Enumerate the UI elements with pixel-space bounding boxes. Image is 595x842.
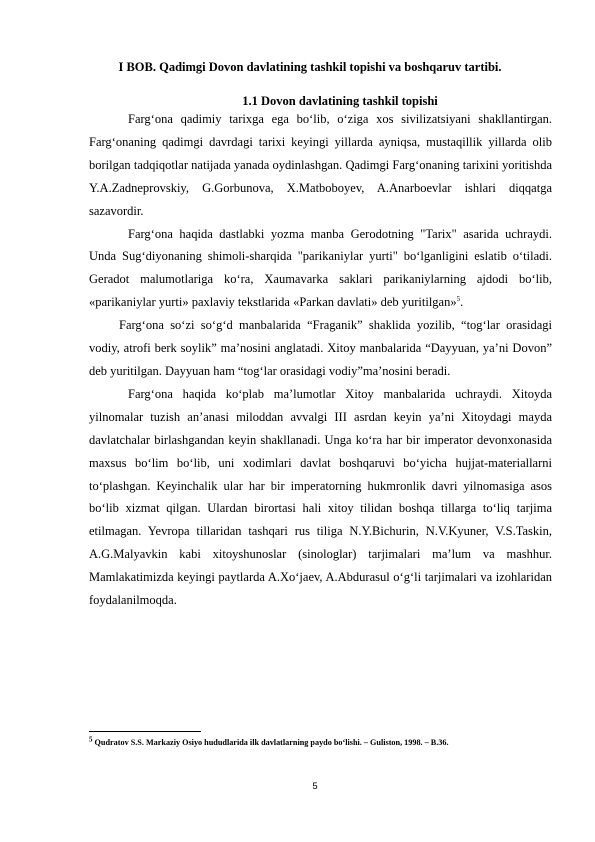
paragraph-2-text: Farg‘ona haqida dastlabki yozma manba Gerodotning "Tarix" asarida uchraydi. Unda Sug‘diyonaning shimoli-sharqida "parikaniylar yurti" bo‘lganligini eslatib o‘tiladi. Geradot malumotlariga ko‘ra, Xaumavarka saklari parikaniylarning ajdodi bo‘lib, «parikaniylar yurti» paxlaviy tekstlarida «Parkan davlati» deb yuritilgan» [89, 226, 552, 310]
paragraph-2: Farg‘ona haqida dastlabki yozma manba Gerodotning "Tarix" asarida uchraydi. Unda Sug‘diyonaning shimoli-sharqida "parikaniylar yurti" bo‘lganligini eslatib o‘tiladi. Geradot malumotlariga ko‘ra, Xaumavarka saklari parikaniylarning ajdodi bo‘lib, «parikaniylar yurti» paxlaviy tekstlarida «Parkan davlati» deb yuritilgan»$^5$. [89, 226, 552, 310]
footnote-reference[interactable]: 5 [456, 295, 461, 304]
paragraph-1-text: Farg‘ona qadimiy tarixga ega bo‘lib, o‘ziga xos sivilizatsiyani shakllantirgan. Farg‘onaning qadimgi davrdagi tarixi keyingi yillarda ayniqsa, mustaqillik yillarda olib borilgan tadqiqotlar natijada yanada oydinlashgan. Qadimgi Farg‘onaning tarixini yoritishda Y.A.Zadneprovskiy, G.Gorbunova, X.Matboboyev, A.Anarboevlar ishlari diqqatga sazavordir. [89, 112, 552, 218]
footnote [89, 737, 559, 748]
body-text [89, 108, 552, 612]
paragraph-3-text: Farg‘ona so‘zi so‘g‘d manbalarida “Fraganik” shaklida yozilib, “tog‘lar orasidagi vodiy, atrofi berk soylik” ma’nosini anglatadi. Xitoy manbalarida “Dayyuan, ya’ni Dovon” deb yuritilgan. Dayyuan ham “tog‘lar orasidagi vodiy”ma’nosini beradi. [89, 318, 552, 378]
paragraph-4-text: Farg‘ona haqida ko‘plab ma’lumotlar Xitoy manbalarida uchraydi. Xitoyda yilnomalar tuzish an’anasi miloddan avvalgi III asrdan keyin ya’ni Xitoydagi mayda davlatchalar birlashgandan keyin shakllanadi. Unga ko‘ra har bir imperator devonxonasida maxsus bo‘lim bo‘lib, uni xodimlari davlat boshqaruvi bo‘yicha hujjat-materiallarni to‘plashgan. Keyinchalik ular har bir imperatorning hukmronlik davri yilnomasiga asos bo‘lib xizmat qilgan. Ulardan birortasi hali xitoy tilidan boshqa tillarga to‘liq tarjima etilmagan. Yevropa tillaridan tashqari rus tiliga N.Y.Bichurin, N.V.Kyuner, V.S.Taskin, A.G.Malyavkin kabi xitoyshunoslar (sinologlar) tarjimalari ma’lum va mashhur. Mamlakatimizda keyingi paytlarda A.Xo‘jaev, A.Abdurasul o‘g‘li tarjimalari va izohlaridan foydalanilmoqda. [89, 386, 552, 608]
paragraph-3 [89, 314, 552, 383]
footnote-divider [89, 731, 201, 732]
page-number: 5 [312, 781, 318, 792]
section-title: 1.1 Dovon davlatining tashkil topishi [242, 94, 438, 108]
paragraph-1 [89, 108, 552, 223]
chapter-title: I BOB. Qadimgi Dovon davlatining tashkil topishi va boshqaruv tartibi. [118, 60, 502, 74]
footnote-text: Qudratov S.S. Markaziy Osiyo hududlarida ilk davlatlarning paydo bo‘lishi. – Guliston, 1998. – B.36. [92, 738, 449, 747]
footnote-number: 5 [89, 735, 93, 744]
paragraph-4 [89, 383, 552, 612]
